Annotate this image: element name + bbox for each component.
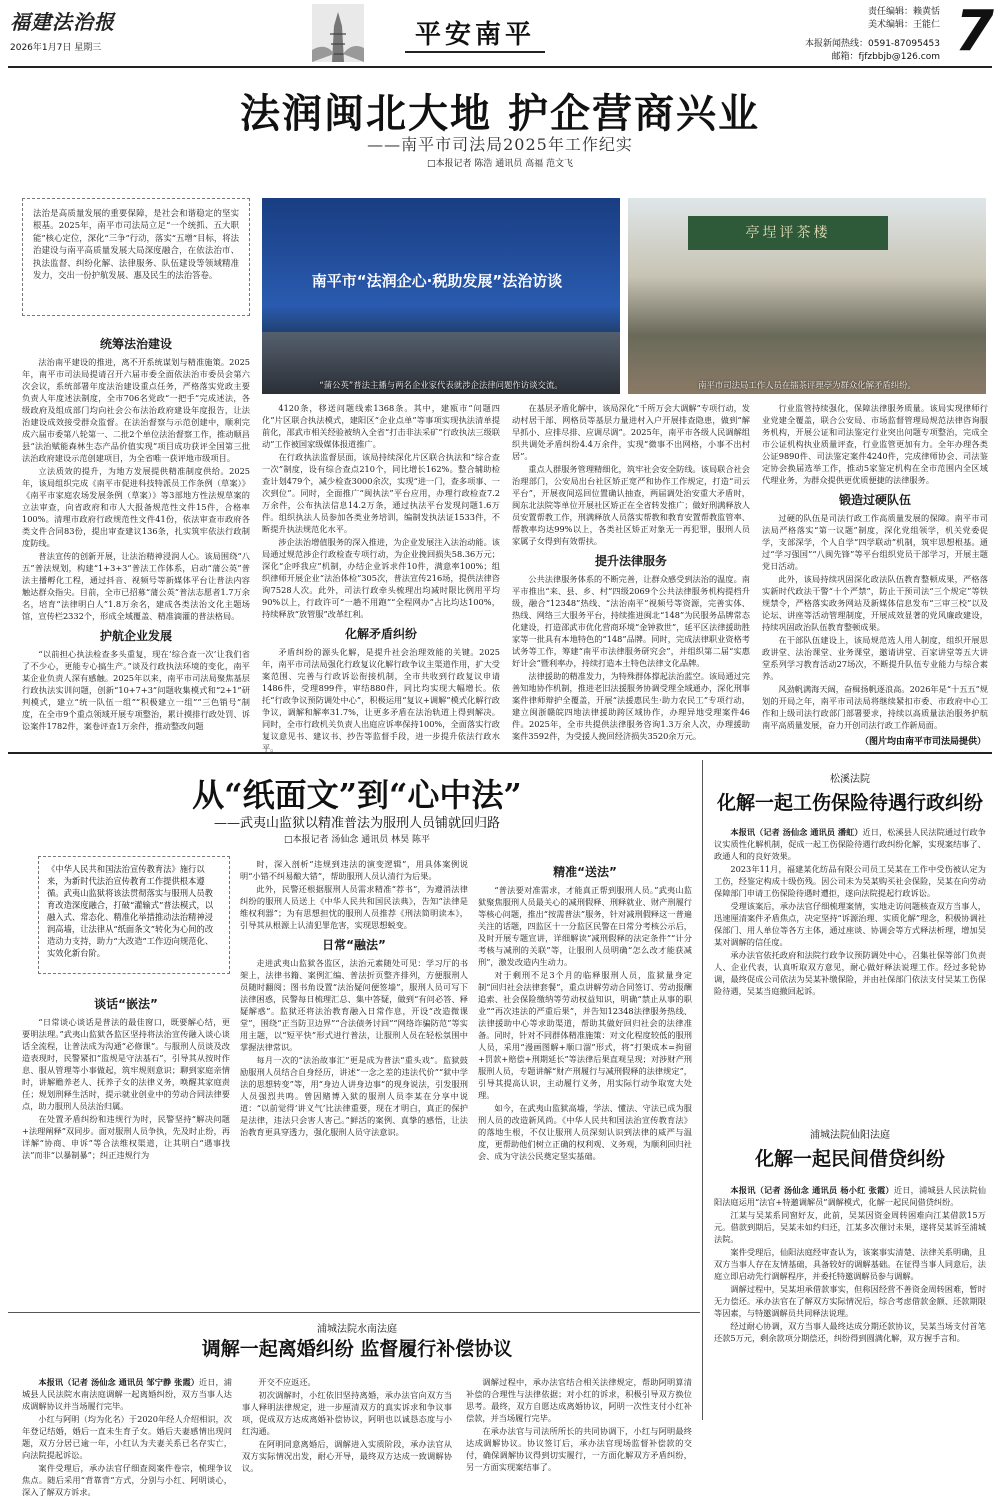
paragraph: 风劲帆满海天阔，奋楫扬帆逐浪高。2026年是“十五五”规划的开局之年，南平市司法局将继续紧扣市委、市政府中心工作和上级司法行政部门部署要求，持续以高质量法治服务护航南平高质量发展，奋力开创司法行政工作新局面。 (762, 684, 988, 730)
photo-tea-pavilion (628, 198, 986, 394)
section-heading: 统筹法治建设 (99, 337, 172, 351)
songxi-brief-text (714, 826, 986, 1114)
brief-divider (8, 1312, 700, 1313)
paragraph: 重点人群服务管理精细化，筑牢社会安全防线。该局联合社会治理部门，公安局出台社区矫正宽严和协作工作规定，打造“司云平台”，开展夜间巡回位置确认抽查，两届调处治安重大矛盾时，闽东北法院等单位开展社区矫正在全省转发推广；做好刑满释放人员安置帮教工作，刑满释放人员落实帮教和教育安置帮教监管率、帮教率均达99%以上，各类社区矫正对象无一再犯罪，服刑人员家属子女得到有效帮扶。 (512, 464, 750, 546)
section-heading: 精准“送法” (553, 865, 617, 879)
paragraph: 江某与吴某系同窗好友，此前，吴某因资金周转困难向江某借款15万元。借款到期后，吴某未如约归还，江某多次催讨未果，遂将吴某诉至浦城法院。 (714, 1210, 986, 1244)
paragraph: 法律援助的精准发力，为特殊群体撑起法治蓝空。该局通过完善知地协作机制，推进老旧法援服务协调受理全域通办，深化刑事案件律师辩护全覆盖，开展“法援惠民生·助力农民工”专项行动，建立闽浙赣皖四地法律援助跨区域协作，办理异地受理案件46件。2025年，全市共提供法律服务咨询1.3万余人次，办理援助案件3592件，为受援人挽回经济损失3520余万元。 (512, 671, 750, 741)
second-column-1 (22, 990, 230, 1310)
second-byline: □本报记者 汤仙念 通讯员 林昊 陈平 (284, 835, 430, 845)
paragraph: 在干部队伍建设上，该局规范选人用人制度，组织开展思政讲堂、法治课堂、业务课堂，邀请讲堂、百家讲堂等五大讲堂系列学习教育活动27场次，不断提升队伍专业能力与综合素养。 (762, 635, 988, 681)
section-heading: 化解矛盾纠纷 (344, 627, 417, 641)
section-title: 平安南平 (405, 14, 545, 53)
paragraph: “普法要对准需求，才能真正帮到服刑人员。”武夷山监狱聚焦服刑人员最关心的减刑假释、刑释就业、财产刑履行等核心问题，推出“按需普法”服务，针对减刑假释这一普遍关注的话题，四监区十一分监区民警在日常分考核公示后，及时开展专题宣讲，详细解读“减刑假释的法定条件”“计分考核与减刑的关联”等，让服刑人员明确“怎么改才能获减刑”，激发改造内生动力。 (478, 885, 692, 967)
paragraph: 过硬的队伍是司法行政工作高质量发展的保障。南平市司法局严格落实“第一议题”制度，深化党组领学，机关党委促学，支部深学，个人自学“四学联动”机制，筑牢思想根基。通过“学习强国”“八闽先锋”等平台组织党员干部学习，开展主题党日活动。 (762, 513, 988, 571)
paragraph: 对于剩刑不足3个月的临释服刑人员，监狱量身定制“回归社会法律套餐”，重点讲解劳动合同签订、劳动报酬追索、社会保险缴纳等劳动权益知识，明确“禁止从事的职业”“再次违法的严重后果”，并告知12348法律服务热线、法律援助中心等求助渠道，帮助其做好回归社会的法律准备。同时，针对不同群体精准施策：对文化程度较低的服刑人员，采用“漫画图解+顺口溜”形式，将“打架成本=拘留+罚款+赔偿+刑期延长”等法律后果直观呈现；对涉财产刑服刑人员，专题讲解“财产刑履行与减刑假释的法律规定”，引导其提高认识，主动履行义务，用实际行动争取宽大处理。 (478, 970, 692, 1100)
news-hotline: 本报新闻热线：0591-87095453 (805, 39, 940, 49)
paragraph: 近日，松溪县人民法院通过行政争议实质性化解机制，促成一起工伤保险待遇行政纠纷化解，实现案结事了、政通人和的良好效果。 (714, 827, 986, 861)
paragraph: 案件受理后，承办法官仔细查阅案件卷宗，梳理争议焦点。随后采用“背靠背”方式，分别与小红、阿明谈心，深入了解双方诉求。 (22, 1463, 232, 1497)
brief-headline: 化解一起工伤保险待遇行政纠纷 (716, 792, 983, 814)
paragraph: 近日，浦城县人民法院水南法庭调解一起离婚纠纷，双方当事人达成调解协议并当场履行完毕。 (22, 1377, 232, 1411)
photo-caption: “蒲公英”普法主播与两名企业家代表就涉企法律问题作访谈交流。 (319, 380, 563, 390)
brief-column-2 (242, 1376, 452, 1473)
brief-column-3 (466, 1376, 692, 1472)
section-banner (370, 10, 580, 56)
main-headline: 法润闽北大地 护企营商兴业 (240, 91, 760, 137)
paragraph: 在行政执法监督层面，该局持续深化片区联合执法和“综合查一次”制度，设有综合查点210个，同比增长162%。整合辅助检查计划479个，减少检查3000余次，实现“进一门，查多项事、一次到位”。同时，全面推广“闽执法”平台应用，办理行政检查7.2万余件，公布执法信息14.2万条，通过执法平台发现问题1.6万件。组织执法人员参加各类业务培训，编制发执法证1533件，不断提升执法规范化水平。 (262, 452, 500, 534)
section-heading: 护航企业发展 (99, 629, 172, 643)
paragraph: 时，深入剖析“违规到违法的演变逻辑”，用具体案例说明“小错不纠易酿大错”，帮助服刑人员认清行为后果。 (240, 859, 468, 881)
paragraph: 涉企法治增值服务的深入推进，为企业发展注入法治动能。该局通过规范涉企行政检查专项行动，为企业挽回损失58.36万元；深化“企呼我应”机制，办结企业诉求件10件，满意率100%；组织律师开展企业“法治体检”305次，普法宣传216场，提供法律咨询7528人次。此外，司法行政牵头梳理出均减时限比例用平均90%以上，行政许可“一趟不用跑”“全程网办”占比均达100%，持续释放“放管服”改革红利。 (262, 537, 500, 619)
paragraph: 此外，该局持续巩固深化政法队伍教育整顿成果，严格落实新时代政法干警“十个严禁”，防止干预司法“三个规定”等铁规禁令，严格落实政务网站及新媒体信息发布“三审三校”以及论坛、讲座等活动管理制度，开展成效显著的党风廉政建设，持续巩固政治队伍教育整顿成果。 (762, 574, 988, 632)
middle-divider (8, 752, 992, 754)
brief-byline: 本报讯（记者 汤仙念 通讯员 杨小红 张霞） (730, 1185, 894, 1195)
brief-byline: 本报讯（记者 汤仙念 通讯员 潘虹） (730, 827, 863, 837)
paragraph: 4120条，移送问题线索1368条。其中，建瓯市“问题四化”片区联合执法模式，建阳区“企业点单”等事项实现执法清单提前化，邵武市相关经验被纳入全省“打击非法采矿”行政执法三级联动”工作被国家级媒体报道推广。 (262, 403, 500, 449)
paragraph: 在承办法官与司法所所长的共同协调下，小红与阿明最终达成调解协议。协议签订后，承办法官现场监督补偿款的交付，确保调解协议得到切实履行，一方面化解双方矛盾纠纷，另一方面实现案结事了。 (466, 1426, 692, 1472)
paragraph: 调解过程中，吴某坦承借款事实，但称因经营不善资金周转困难，暂时无力偿还。承办法官在了解双方实际情况后，综合考虑借款金额、还款期限等因素，与特邀调解员共同释法说理。 (714, 1284, 986, 1318)
brief-headline: 调解一起离婚纠纷 监督履行补偿协议 (201, 1338, 513, 1360)
photo-credit: （图片均由南平市司法局提供） (859, 737, 986, 747)
section-heading: 谈话“嵌法” (94, 997, 158, 1011)
brief-court-label: 浦城法院水南法庭 (317, 1324, 397, 1335)
paragraph: 走进武夷山监狱各监区，法治元素随处可见：学习厅的书架上，法律书籍、案例汇编、普法折页整齐排列，方便服刑人员随时翻阅；图书角设置“法治疑问便签墙”，服刑人员可写下法律困惑，民警每日梳理汇总、集中答疑，做到“有问必答、释疑解惑”。监狱还将法治教育融入日常作息，开设“改造微课堂”，围绕“正当防卫边界”“合法债务讨回”“网络诈骗防范”等实用主题，以“短平快”形式进行普法，让服刑人员在轻松氛围中掌握法律常识。 (240, 958, 468, 1052)
newspaper-logo: 福建法治报 (10, 10, 115, 34)
vertical-divider (702, 760, 703, 1420)
paragraph: 行业监管持续强化，保障法律服务质量。该局实现律师行业党建全覆盖，联合公安局、市场监督管理局规范法律咨询服务机构，开展公证和司法鉴定行业突出问题专项整治，完成全市公证机构执业质量评查，行业监管更加有力。全年办理各类公证9890件、司法鉴定案件4240件，完成律师协会、司法鉴定协会换届选举工作，推动5家鉴定机构在全市范围内全区域代理业务，为群众提供更优质便捷的法律服务。 (762, 403, 988, 485)
main-lede: 法治是高质量发展的重要保障，是社会和谐稳定的坚实根基。2025年，南平市司法局立足“一个统抓、五大职能”核心定位，深化“三争”行动，落实“五增”目标，将法治建设与南平高质量发展大局深度融合，在依法治市、执法监督、纠纷化解、法律服务、队伍建设等领域精准发力，交出一份护航发展、惠及民生的法治答卷。 (22, 198, 250, 316)
brief-byline: 本报讯（记者 汤仙念 通讯员 邹宁静 张霞） (38, 1377, 199, 1387)
main-column-2 (262, 402, 500, 753)
art-editor: 美术编辑：王能仁 (867, 20, 940, 30)
paragraph: 在基层矛盾化解中，该局深化“千所万会大调解”专项行动，发动村居干部、网格员等基层力量进村入户开展排查隐患，做到“解早抓小、应排尽排、应调尽调”。2025年，南平市各级人民调解组织共调处矛盾纠纷4.4万余件，实现“微事不出网格，小事不出村居”。 (512, 403, 750, 461)
paragraph: 案件受理后，仙阳法庭经审查认为，该案事实清楚、法律关系明确，且双方当事人存在友情基础，具备较好的调解基础。在征得当事人同意后，法庭立即启动先行调解程序，并委托特邀调解员参与调解。 (714, 1247, 986, 1281)
paragraph: 如今，在武夷山监狱高墙，学法、懂法、守法已成为服刑人员的改造新风尚。《中华人民共和国法治宣传教育法》的落地生根，不仅让服刑人员深刻认识到法律的威严与温度，更帮助他们树立正确的权利观、义务观，为顺利回归社会、成为守法公民奠定坚实基础。 (478, 1103, 692, 1161)
brief-court-label: 松溪法院 (830, 774, 870, 785)
section-heading: 提升法律服务 (594, 554, 667, 568)
page-number: 7 (955, 0, 994, 64)
paragraph: 法治南平建设的推进，离不开系统谋划与精准施策。2025年，南平市司法局提请召开六届市委全面依法治市委员会第六次会议，系统部署年度法治建设重点任务，严格落实党政主要负责人年度述法制度，全市706名党政“一把手”完成述法，各级政府及组成部门均向社会公布法治政府建设年度报告，让法治建设成效接受群众监督。在法治督察与示范创建中，顺利完成六届市委第八轮第一、二批2个单位法治督察工作，推动顺昌县“法治赋能森林生态产品价值实现”项目成功获评全国第三批法治政府建设示范创建项目，为全省唯一获评地市级项目。 (22, 357, 250, 463)
main-column-3 (512, 402, 750, 750)
tower-illustration-icon (312, 4, 364, 62)
paragraph: “以前担心执法检查多头重复，现在‘综合查一次’让我们省了不少心，更能专心搞生产。”谈及行政执法环境的变化，南平某企业负责人深有感触。2025年以来，南平市司法局聚焦基层行政执法实训问题，创新“10+7+3”问题收集模式和“2+1”研判模式，建立“统一队伍一组”“积极建立一组”“三色销号”制度，在全市9个重点领域开展专项整治，累计摸排行政处罚、诉讼案件1782件，案卷评查1万余件，推动整改问题 (22, 649, 250, 731)
paragraph: 经过耐心协调，双方当事人最终达成分期还款协议，吴某当场支付首笔还款5万元，剩余款项分期偿还，纠纷得到圆满化解，双方握手言和。 (714, 1321, 986, 1343)
main-byline: □本报记者 陈浩 通讯员 高福 范文飞 (427, 159, 573, 169)
second-column-3 (478, 858, 692, 1302)
paragraph: 普法宣传的创新开展，让法治精神浸润人心。该局围绕“八五”普法规划，构建“1+3+3”普法工作体系，启动“蒲公英”普法主播孵化工程，通过抖音、视频号等新媒体平台让普法内容触达群众指尖。目前，全市已招募“蒲公英”普法志愿者1.7万余名，培育“法律明白人”1.8万余名，建成各类法治文化主题场馆，宣传栏2332个，形成全域覆盖、精准滴灌的普法格局。 (22, 551, 250, 621)
paragraph: 此外，民警还根据服刑人员需求精准“荐书”，为遵消法律纠纷的服刑人员送上《中华人民共和国民法典》，告知“法律是维权利器”；为有思想担忧的服刑人员推荐《刑法简明读本》，引导其从根源上认清犯罪危害，实现思想蜕变。 (240, 884, 468, 930)
paragraph: 小红与阿明（均为化名）于2020年经人介绍相识，次年登记结婚，婚后一直未生育子女。婚后夫妻感情出现问题，双方分居已逾一年，小红认为夫妻关系已名存实亡，向法院提起诉讼。 (22, 1414, 232, 1460)
brief-headline: 化解一起民间借贷纠纷 (754, 1148, 945, 1170)
photo-screen-text: 南平市“法润企心·税助发展”法治访谈 (311, 272, 563, 290)
paragraph: “日常谈心谈话是普法的最佳窗口，既要解心结，更要明法理。”武夷山监狱各监区坚持将法治宣传融入谈心谈话全流程，让普法成为沟通“必修课”。与服刑人员谈及改造表现时，民警紧扣“监规是守法基石”，引导其从按时作息、服从管理等小事做起，筑牢规则意识；聊到家庭亲情时，讲解赡养老人、抚养子女的法律义务，唤醒其家庭责任；规划刑释生活时，提示就业创业中的劳动合同法律要点，助力服刑人员法治归属。 (22, 1017, 230, 1111)
paragraph: 承办法官依托政府和法院行政争议预防调处中心，召集社保等部门负责人、企业代表，认真听取双方意见，耐心做好释法说理工作。经过多轮协调，最终促成公司依法为吴某补缴保险，并由社保部门依法支付吴某工伤保险待遇，吴某当庭撤回起诉。 (714, 950, 986, 996)
masthead (0, 0, 1000, 70)
brief-court-label: 浦城法院仙阳法庭 (810, 1130, 890, 1141)
contact-email: 邮箱：fjfzbbjb@126.com (831, 52, 940, 62)
second-lede: 《中华人民共和国法治宣传教育法》施行以来，为新时代法治宣传教育工作提供根本遵循。武夷山监狱将该法贯彻落实与服刑人员教育改造深度融合，打破“灌输式”普法模式，以融入式、常态化、精准化举措推动法治精神浸润高墙，让法律从“纸面条文”转化为心间的改造动力支持，助力“大改造”工作迈向规范化、实效化新台阶。 (38, 856, 230, 974)
photo-legal-interview (262, 198, 620, 394)
paragraph: 初次调解时，小红依旧坚持离婚，承办法官向双方当事人释明法律规定，进一步厘清双方的真实诉求和争议事项，促成双方达成离婚补偿协议，阿明也以诚恳态度与小红沟通。 (242, 1390, 452, 1436)
main-column-4 (762, 402, 988, 732)
section-heading: 锻造过硬队伍 (838, 493, 911, 507)
second-column-2 (240, 858, 468, 1302)
section-heading: 日常“融法” (322, 938, 386, 952)
paragraph: 在阿明同意离婚后，调解进入实质阶段，承办法官从双方实际情况出发，耐心开导，最终双方达成一致调解协议。 (242, 1439, 452, 1473)
paragraph: 近日，浦城县人民法院仙阳法庭运用“法官+特邀调解员”调解模式，化解一起民间借贷纠纷。 (714, 1185, 986, 1207)
photo-caption: 南平市司法局工作人员在擂茶评理亭为群众化解矛盾纠纷。 (698, 380, 916, 390)
paragraph: 2023年11月，福建某化纺品有限公司员工吴某在工作中受伤被认定为工伤，经鉴定构成十级伤残。因公司未为吴某购买社会保险，吴某在向劳动保障部门申请工伤保险待遇时遭拒，遂向法院提起行政诉讼。 (714, 864, 986, 898)
publication-date: 2026年1月7日 星期三 (10, 43, 102, 53)
pucheng-brief-text (714, 1184, 986, 1422)
paragraph: 在处置矛盾纠纷和违规行为时，民警坚持“解决问题+法理阐释”双同步。面对服刑人员争执，先及时止纷，再详解“协商、申诉”等合法维权渠道，让其明白“遇事找法”而非“以暴制暴”；纠正违规行为 (22, 1114, 230, 1160)
second-headline: 从“纸面文”到“心中法” (192, 776, 522, 814)
paragraph: 开交不应返还。 (258, 1377, 316, 1387)
responsible-editor: 责任编辑：赖黄恬 (867, 7, 940, 17)
paragraph: 调解过程中，承办法官结合相关法律规定，帮助阿明算清补偿的合理性与法律依据；对小红的诉求，积极引导双方换位思考。最终，双方自愿达成离婚协议，阿明一次性支付小红补偿款，并当场履行完毕。 (466, 1377, 692, 1423)
main-subheadline: ——南平市司法局2025年工作纪实 (367, 135, 633, 154)
photo-signboard: 亭埕评茶楼 (688, 216, 888, 250)
top-divider (8, 66, 992, 68)
paragraph: 公共法律服务体系的不断完善，让群众感受到法治的温度。南平市推出“来、县、乡、村”四级2069个公共法律服务机构提档升级，融合“12348”热线、“法治南平”视频号等资源，完善实体、热线、网络三大服务平台，持续推进闽北“148”为民服务品牌常态化建设，打造邵武市优化营商环境“金钟救世”，延平区法律援助胜家等一批具有本地特色的“148”品牌。同时，完成法律职业资格考试务等工作，筹建“南平市法律服务研究会”，并组织第二届“实惠好计会”暨利率办，持续打造本土特色法律文化品牌。 (512, 574, 750, 668)
paragraph: 矛盾纠纷的源头化解，是提升社会治理效能的关键。2025年，南平市司法局强化行政复议化解行政争议主渠道作用，扩大受案范围、完善与行政诉讼衔接机制，全市共收到行政复议申请1486件，受理899件，审结880件，同比均实现大幅增长。依托“行政争议预防调处中心”，积极运用“复议+调解”模式化解行政争议，调解和解率31.7%，让更多矛盾在法治轨道上得到解决。同时，全市行政机关负责人出庭应诉率保持100%，全面落实行政复议意见书、建议书、抄告等监督手段，进一步提升依法行政水平。 (262, 647, 500, 753)
editor-credits (805, 6, 940, 64)
second-subheadline: ——武夷山监狱以精准普法为服刑人员铺就回归路 (213, 816, 500, 831)
paragraph: 受理该案后，承办法官仔细梳理案情，实地走访问题核查双方当事人，迅速厘清案件矛盾焦点，决定坚持“诉源治理、实质化解”理念，积极协调社保部门、用人单位等各方主体，通过座谈、协调会等方式释法析理，增加吴某对调解的信任度。 (714, 901, 986, 947)
paragraph: 每月一次的“法治故事汇”更是成为普法“重头戏”。监狱鼓励服刑人员结合自身经历，讲述“一念之差的违法代价”“狱中学法的思想转变”等，用“身边人讲身边事”的现身说法，引发服刑人员强烈共鸣。曾因赌博入狱的服刑人员李某在分享中说道：“以前觉得‘讲义气’比法律重要，现在才明白，真正的保护是法律，违法只会害人害己。”鲜活的案例、真挚的感悟，让法治教育更具穿透力，强化服刑人员守法意识。 (240, 1055, 468, 1137)
paragraph: 立法质效的提升，为地方发展提供精准制度供给。2025年，该局组织完成《南平市促进科技特派员工作条例（草案）》《南平市家庭农场发展条例（草案）》等3部地方性法规草案的立法审查，向省政府和市人大报备规范性文件15件，合格率100%。清理市政府行政规范性文件41份，依法审查市政府各类文件合同83份，提出审查建议136条，扎实筑牢依法行政制度防线。 (22, 466, 250, 548)
brief-column-1 (22, 1376, 232, 1497)
main-column-1 (22, 330, 250, 755)
